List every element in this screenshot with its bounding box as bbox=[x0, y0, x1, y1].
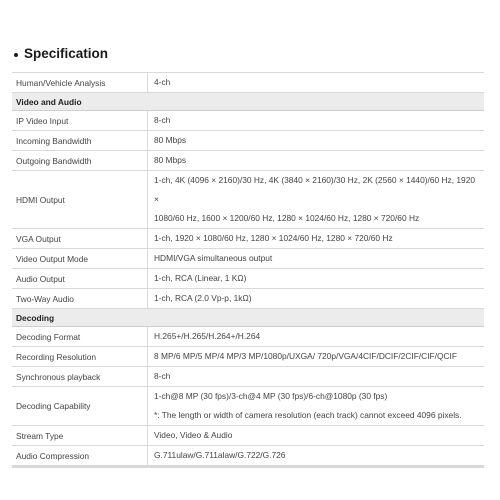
spec-value: 1-ch, RCA (Linear, 1 KΩ) bbox=[148, 269, 485, 289]
spec-label: Two-Way Audio bbox=[12, 289, 148, 309]
spec-label: IP Video Input bbox=[12, 111, 148, 131]
spec-value: 1-ch, 1920 × 1080/60 Hz, 1280 × 1024/60 Hz, 1280 × 720/60 Hz bbox=[148, 229, 485, 249]
spec-label: Outgoing Bandwidth bbox=[12, 151, 148, 171]
spec-label: Incoming Bandwidth bbox=[12, 131, 148, 151]
spec-row bbox=[12, 73, 484, 93]
spec-label: Recording Resolution bbox=[12, 347, 148, 367]
spec-value-line: 1080/60 Hz, 1600 × 1200/60 Hz, 1280 × 1024/60 Hz, 1280 × 720/60 Hz bbox=[154, 213, 420, 223]
spec-row bbox=[12, 171, 484, 229]
spec-value: HDMI/VGA simultaneous output bbox=[148, 249, 485, 269]
spec-table bbox=[12, 72, 484, 468]
section-heading bbox=[14, 46, 108, 61]
spec-value: G.711ulaw/G.711alaw/G.722/G.726 bbox=[148, 446, 485, 467]
section-header-label: Video and Audio bbox=[12, 93, 484, 111]
spec-label: Audio Compression bbox=[12, 446, 148, 467]
spec-row bbox=[12, 111, 484, 131]
spec-value bbox=[148, 171, 485, 229]
spec-row bbox=[12, 387, 484, 426]
spec-label: Human/Vehicle Analysis bbox=[12, 73, 148, 93]
spec-label: Audio Output bbox=[12, 269, 148, 289]
spec-value: Video, Video & Audio bbox=[148, 426, 485, 446]
spec-value bbox=[148, 387, 485, 426]
spec-row bbox=[12, 446, 484, 467]
spec-value: 80 Mbps bbox=[148, 131, 485, 151]
spec-value-line: *: The length or width of camera resolution (each track) cannot exceed 4096 pixels. bbox=[154, 410, 462, 420]
spec-label: Synchronous playback bbox=[12, 367, 148, 387]
spec-row bbox=[12, 347, 484, 367]
spec-value: 80 Mbps bbox=[148, 151, 485, 171]
spec-row bbox=[12, 151, 484, 171]
spec-value: 8-ch bbox=[148, 367, 485, 387]
spec-value: 4-ch bbox=[148, 73, 485, 93]
section-header-label: Decoding bbox=[12, 309, 484, 327]
spec-label: Video Output Mode bbox=[12, 249, 148, 269]
spec-row bbox=[12, 327, 484, 347]
spec-row bbox=[12, 131, 484, 151]
spec-row bbox=[12, 229, 484, 249]
spec-row bbox=[12, 249, 484, 269]
spec-value: H.265+/H.265/H.264+/H.264 bbox=[148, 327, 485, 347]
spec-label: Stream Type bbox=[12, 426, 148, 446]
spec-row bbox=[12, 289, 484, 309]
spec-label: VGA Output bbox=[12, 229, 148, 249]
spec-value: 1-ch, RCA (2.0 Vp-p, 1kΩ) bbox=[148, 289, 485, 309]
spec-table-body bbox=[12, 73, 484, 467]
spec-value: 8-ch bbox=[148, 111, 485, 131]
bullet-icon bbox=[14, 53, 18, 57]
spec-value-line: 1-ch@8 MP (30 fps)/3-ch@4 MP (30 fps)/6-ch@1080p (30 fps) bbox=[154, 391, 388, 401]
section-header-row bbox=[12, 309, 484, 327]
section-header-row bbox=[12, 93, 484, 111]
spec-value: 8 MP/6 MP/5 MP/4 MP/3 MP/1080p/UXGA/ 720p/VGA/4CIF/DCIF/2CIF/CIF/QCIF bbox=[148, 347, 485, 367]
heading-text: Specification bbox=[24, 46, 109, 61]
spec-label: HDMI Output bbox=[12, 171, 148, 229]
spec-row bbox=[12, 269, 484, 289]
spec-label: Decoding Format bbox=[12, 327, 148, 347]
spec-row bbox=[12, 426, 484, 446]
spec-value-line: 1-ch, 4K (4096 × 2160)/30 Hz, 4K (3840 × 2160)/30 Hz, 2K (2560 × 1440)/60 Hz, 1920 × bbox=[154, 175, 476, 204]
spec-label: Decoding Capability bbox=[12, 387, 148, 426]
spec-row bbox=[12, 367, 484, 387]
